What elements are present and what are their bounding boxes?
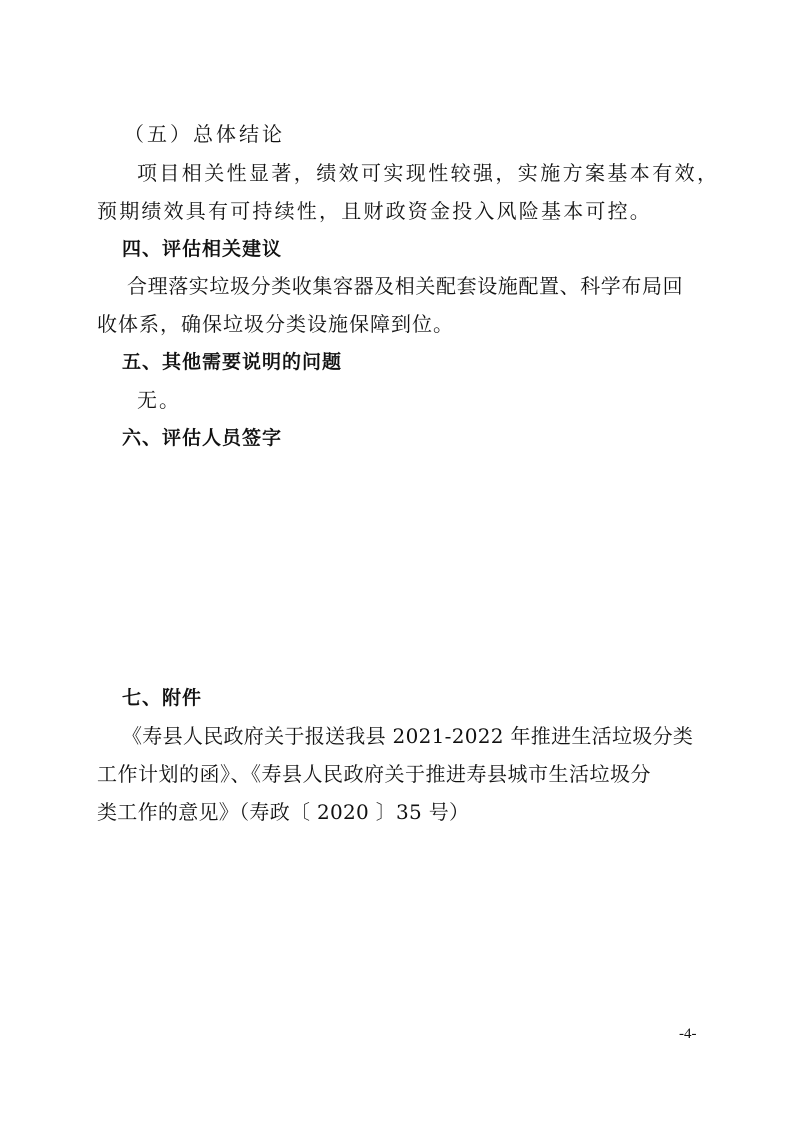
conclusion-line-1: 项目相关性显著，绩效可实现性较强，实施方案基本有效， bbox=[137, 161, 720, 185]
conclusion-subheading: （五）总体结论 bbox=[124, 122, 285, 146]
other-issues-line-1: 无。 bbox=[137, 388, 181, 412]
suggestions-line-2: 收体系，确保垃圾分类设施保障到位。 bbox=[97, 312, 454, 336]
attachments-line-1: 《寿县人民政府关于报送我县 2021-2022 年推进生活垃圾分类 bbox=[122, 724, 694, 748]
attachments-line-3: 类工作的意见》（寿政〔 2020 〕35 号） bbox=[97, 800, 470, 824]
signature-heading: 六、评估人员签字 bbox=[122, 427, 283, 449]
other-issues-heading: 五、其他需要说明的问题 bbox=[122, 351, 343, 373]
conclusion-line-2: 预期绩效具有可持续性，且财政资金投入风险基本可控。 bbox=[97, 199, 652, 223]
page-number: -4- bbox=[679, 1026, 697, 1042]
attachments-line-2: 工作计划的函》、《寿县人民政府关于推进寿县城市生活垃圾分 bbox=[97, 762, 651, 786]
suggestions-heading: 四、评估相关建议 bbox=[122, 238, 283, 260]
suggestions-line-1: 合理落实垃圾分类收集容器及相关配套设施配置、科学布局回 bbox=[127, 274, 684, 298]
attachments-heading: 七、附件 bbox=[122, 687, 203, 709]
